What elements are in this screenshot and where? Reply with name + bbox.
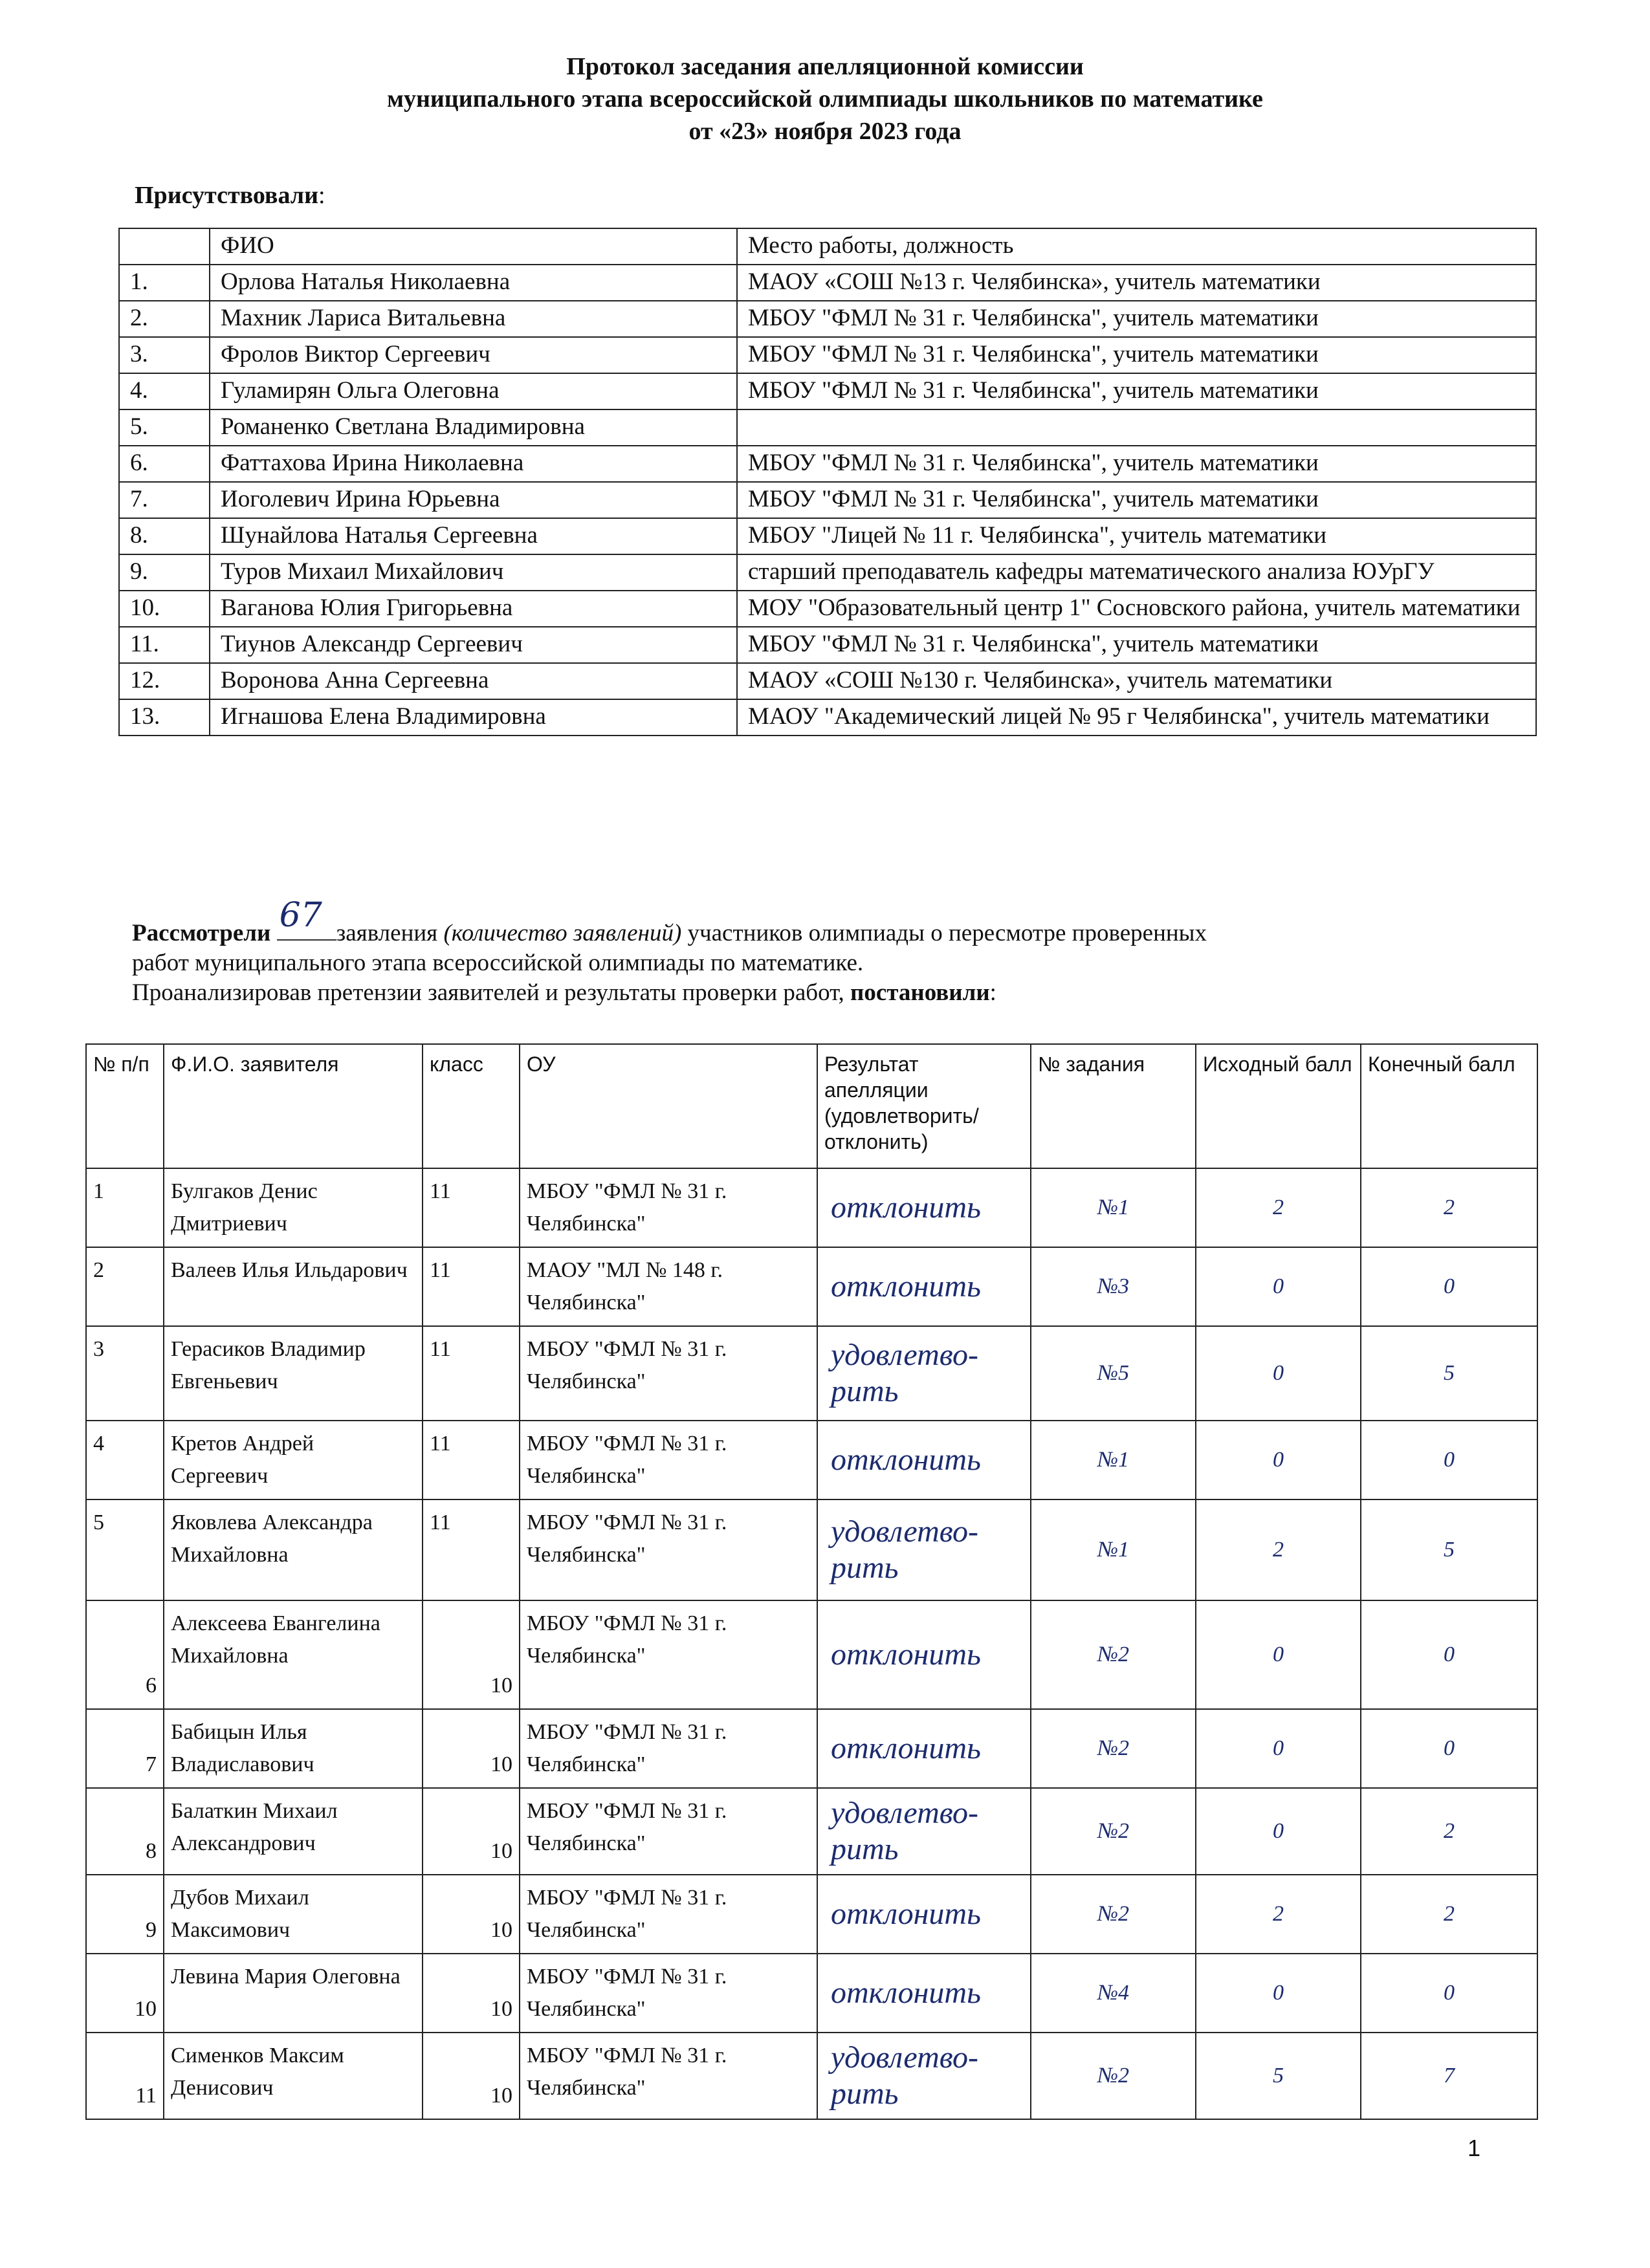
appeal-row (86, 2033, 1537, 2119)
appeal-row (86, 1709, 1537, 1788)
appeal-initial: 2 (1196, 1875, 1361, 1954)
appeal-num: 7 (86, 1709, 164, 1788)
appeal-final: 0 (1361, 1600, 1537, 1709)
appeal-name: Дубов Михаил Максимович (164, 1875, 423, 1954)
member-num: 3. (119, 337, 210, 373)
appeal-name: Бабицын Илья Владиславович (164, 1709, 423, 1788)
member-num: 12. (119, 663, 210, 699)
member-name: Туров Михаил Михайлович (210, 554, 737, 591)
appeal-school: МБОУ "ФМЛ № 31 г. Челябинска" (520, 1954, 817, 2033)
after-count: заявления (336, 920, 438, 946)
appeal-row (86, 1247, 1537, 1326)
appeal-name: Алексеева Евангелина Михайловна (164, 1600, 423, 1709)
appeal-final: 0 (1361, 1709, 1537, 1788)
appeal-task: №1 (1031, 1499, 1196, 1600)
member-work: старший преподаватель кафедры математического анализа ЮУрГУ (737, 554, 1536, 591)
appeal-grade: 10 (423, 1709, 520, 1788)
appeal-row (86, 1326, 1537, 1421)
appeal-school: МАОУ "МЛ № 148 г. Челябинска" (520, 1247, 817, 1326)
appeal-school: МБОУ "ФМЛ № 31 г. Челябинска" (520, 1600, 817, 1709)
appeal-result: отклонить (817, 1600, 1031, 1709)
members-header-name: ФИО (210, 228, 737, 265)
appeal-school: МБОУ "ФМЛ № 31 г. Челябинска" (520, 1499, 817, 1600)
appeal-grade: 10 (423, 1875, 520, 1954)
member-name: Орлова Наталья Николаевна (210, 265, 737, 301)
member-num: 8. (119, 518, 210, 554)
member-name: Гуламирян Ольга Олеговна (210, 373, 737, 409)
appeals-header-cell: Исходный балл (1196, 1044, 1361, 1168)
title-line-1: Протокол заседания апелляционной комиссии (566, 53, 1084, 80)
appeal-grade: 10 (423, 1788, 520, 1875)
appeal-result: отклонить (817, 1875, 1031, 1954)
appeal-school: МБОУ "ФМЛ № 31 г. Челябинска" (520, 1326, 817, 1421)
member-num: 4. (119, 373, 210, 409)
member-row (119, 409, 1536, 446)
member-name: Фролов Виктор Сергеевич (210, 337, 737, 373)
appeals-header-row (86, 1044, 1537, 1168)
appeal-result: удовлетво-рить (817, 1788, 1031, 1875)
appeal-num: 4 (86, 1421, 164, 1499)
member-num: 2. (119, 301, 210, 337)
member-row (119, 554, 1536, 591)
members-header-work: Место работы, должность (737, 228, 1536, 265)
appeal-name: Булгаков Денис Дмитриевич (164, 1168, 423, 1247)
appeal-num: 8 (86, 1788, 164, 1875)
appeal-num: 10 (86, 1954, 164, 2033)
appeals-header-cell: Ф.И.О. заявителя (164, 1044, 423, 1168)
appeal-row (86, 1168, 1537, 1247)
appeal-result: отклонить (817, 1168, 1031, 1247)
appeal-initial: 0 (1196, 1421, 1361, 1499)
appeal-initial: 2 (1196, 1168, 1361, 1247)
member-work: МАОУ «СОШ №13 г. Челябинска», учитель математики (737, 265, 1536, 301)
member-row (119, 337, 1536, 373)
appeal-final: 0 (1361, 1421, 1537, 1499)
appeal-school: МБОУ "ФМЛ № 31 г. Челябинска" (520, 1709, 817, 1788)
appeals-header-cell: класс (423, 1044, 520, 1168)
appeal-final: 5 (1361, 1326, 1537, 1421)
appeal-initial: 0 (1196, 1326, 1361, 1421)
appeal-num: 3 (86, 1326, 164, 1421)
member-name: Воронова Анна Сергеевна (210, 663, 737, 699)
appeal-initial: 5 (1196, 2033, 1361, 2119)
members-header-row (119, 228, 1536, 265)
appeal-task: №2 (1031, 1875, 1196, 1954)
paragraph-line-3: Проанализировав претензии заявителей и результаты проверки работ, (132, 979, 844, 1006)
appeal-num: 1 (86, 1168, 164, 1247)
member-row (119, 301, 1536, 337)
appeals-header-cell: № задания (1031, 1044, 1196, 1168)
title-line-3: от «23» ноября 2023 года (688, 118, 962, 145)
appeal-name: Левина Мария Олеговна (164, 1954, 423, 2033)
member-row (119, 591, 1536, 627)
member-work: МОУ "Образовательный центр 1" Сосновского района, учитель математики (737, 591, 1536, 627)
appeal-result: отклонить (817, 1954, 1031, 2033)
member-num: 5. (119, 409, 210, 446)
member-work: МАОУ «СОШ №130 г. Челябинска», учитель математики (737, 663, 1536, 699)
appeal-initial: 0 (1196, 1709, 1361, 1788)
appeal-final: 0 (1361, 1247, 1537, 1326)
member-name: Шунайлова Наталья Сергеевна (210, 518, 737, 554)
appeal-result: отклонить (817, 1421, 1031, 1499)
appeal-result: удовлетво-рить (817, 1499, 1031, 1600)
title-line-2: муниципального этапа всероссийской олимпиады школьников по математике (387, 85, 1263, 113)
appeal-final: 7 (1361, 2033, 1537, 2119)
present-label: Присутствовали (135, 182, 318, 209)
appeals-table (85, 1043, 1538, 2120)
appeal-grade: 11 (423, 1247, 520, 1326)
member-num: 6. (119, 446, 210, 482)
member-num: 1. (119, 265, 210, 301)
appeals-header-cell: № п/п (86, 1044, 164, 1168)
member-row (119, 663, 1536, 699)
appeal-school: МБОУ "ФМЛ № 31 г. Челябинска" (520, 2033, 817, 2119)
appeals-header-cell: Результат апелляции (удовлетворить/ отклонить) (817, 1044, 1031, 1168)
appeal-name: Балаткин Михаил Александрович (164, 1788, 423, 1875)
appeal-num: 9 (86, 1875, 164, 1954)
member-num: 11. (119, 627, 210, 663)
appeal-task: №2 (1031, 1600, 1196, 1709)
member-row (119, 482, 1536, 518)
member-row (119, 627, 1536, 663)
appeal-num: 2 (86, 1247, 164, 1326)
member-num: 7. (119, 482, 210, 518)
paragraph-line-1-rest: участников олимпиады о пересмотре проверенных (687, 920, 1207, 946)
appeal-grade: 10 (423, 1600, 520, 1709)
count-handwritten: 67 (279, 896, 322, 935)
appeal-initial: 2 (1196, 1499, 1361, 1600)
appeal-task: №2 (1031, 1788, 1196, 1875)
member-work: МБОУ "ФМЛ № 31 г. Челябинска", учитель математики (737, 373, 1536, 409)
member-name: Махник Лариса Витальевна (210, 301, 737, 337)
appeal-task: №5 (1031, 1326, 1196, 1421)
member-row (119, 518, 1536, 554)
member-num: 13. (119, 699, 210, 736)
paragraph-line-2: работ муниципального этапа всероссийской олимпиады по математике. (132, 950, 864, 976)
italic-note: (количество заявлений) (443, 920, 682, 946)
appeal-row (86, 1875, 1537, 1954)
appeal-school: МБОУ "ФМЛ № 31 г. Челябинска" (520, 1875, 817, 1954)
member-work: МБОУ "ФМЛ № 31 г. Челябинска", учитель математики (737, 627, 1536, 663)
appeal-task: №1 (1031, 1168, 1196, 1247)
appeals-header-cell: Конечный балл (1361, 1044, 1537, 1168)
members-header-num (119, 228, 210, 265)
appeal-task: №4 (1031, 1954, 1196, 2033)
members-table (118, 228, 1537, 736)
member-name: Ваганова Юлия Григорьевна (210, 591, 737, 627)
appeal-final: 2 (1361, 1875, 1537, 1954)
appeal-row (86, 1499, 1537, 1600)
document-title (0, 50, 1650, 147)
appeal-final: 0 (1361, 1954, 1537, 2033)
member-row (119, 446, 1536, 482)
appeal-row (86, 1421, 1537, 1499)
appeal-name: Кретов Андрей Сергеевич (164, 1421, 423, 1499)
appeal-initial: 0 (1196, 1788, 1361, 1875)
appeal-task: №2 (1031, 2033, 1196, 2119)
appeal-grade: 11 (423, 1499, 520, 1600)
appeal-num: 6 (86, 1600, 164, 1709)
member-work: МБОУ "ФМЛ № 31 г. Челябинска", учитель математики (737, 337, 1536, 373)
appeal-name: Валеев Илья Ильдарович (164, 1247, 423, 1326)
appeal-school: МБОУ "ФМЛ № 31 г. Челябинска" (520, 1421, 817, 1499)
appeal-final: 2 (1361, 1788, 1537, 1875)
appeal-result: отклонить (817, 1247, 1031, 1326)
decided-colon: : (989, 979, 996, 1006)
appeal-final: 5 (1361, 1499, 1537, 1600)
member-work: МБОУ "ФМЛ № 31 г. Челябинска", учитель математики (737, 482, 1536, 518)
appeal-num: 5 (86, 1499, 164, 1600)
member-work: МБОУ "Лицей № 11 г. Челябинска", учитель математики (737, 518, 1536, 554)
appeal-initial: 0 (1196, 1954, 1361, 2033)
appeal-school: МБОУ "ФМЛ № 31 г. Челябинска" (520, 1168, 817, 1247)
appeal-result: удовлетво-рить (817, 2033, 1031, 2119)
appeals-header-cell: ОУ (520, 1044, 817, 1168)
considered-paragraph (132, 896, 1543, 1008)
appeal-grade: 10 (423, 1954, 520, 2033)
appeal-school: МБОУ "ФМЛ № 31 г. Челябинска" (520, 1788, 817, 1875)
appeal-grade: 11 (423, 1168, 520, 1247)
appeal-result: удовлетво-рить (817, 1326, 1031, 1421)
member-name: Тиунов Александр Сергеевич (210, 627, 737, 663)
appeal-initial: 0 (1196, 1247, 1361, 1326)
appeal-row (86, 1788, 1537, 1875)
appeal-initial: 0 (1196, 1600, 1361, 1709)
member-work (737, 409, 1536, 446)
appeal-result: отклонить (817, 1709, 1031, 1788)
member-num: 9. (119, 554, 210, 591)
member-name: Романенко Светлана Владимировна (210, 409, 737, 446)
appeal-task: №1 (1031, 1421, 1196, 1499)
member-num: 10. (119, 591, 210, 627)
appeal-task: №2 (1031, 1709, 1196, 1788)
member-row (119, 699, 1536, 736)
appeal-name: Яковлева Александра Михайловна (164, 1499, 423, 1600)
appeal-grade: 11 (423, 1326, 520, 1421)
appeal-name: Сименков Максим Денисович (164, 2033, 423, 2119)
member-work: МБОУ "ФМЛ № 31 г. Челябинска", учитель математики (737, 301, 1536, 337)
member-row (119, 265, 1536, 301)
appeal-row (86, 1954, 1537, 2033)
present-heading: Присутствовали: (135, 182, 325, 209)
count-blank (277, 896, 336, 941)
appeal-final: 2 (1361, 1168, 1537, 1247)
appeal-name: Герасиков Владимир Евгеньевич (164, 1326, 423, 1421)
member-name: Игнашова Елена Владимировна (210, 699, 737, 736)
member-work: МАОУ "Академический лицей № 95 г Челябинска", учитель математики (737, 699, 1536, 736)
appeal-num: 11 (86, 2033, 164, 2119)
decided-label: постановили (850, 979, 990, 1006)
member-name: Фаттахова Ирина Николаевна (210, 446, 737, 482)
appeal-grade: 10 (423, 2033, 520, 2119)
member-row (119, 373, 1536, 409)
member-work: МБОУ "ФМЛ № 31 г. Челябинска", учитель математики (737, 446, 1536, 482)
appeal-task: №3 (1031, 1247, 1196, 1326)
page-number: 1 (1468, 2135, 1481, 2161)
member-name: Иоголевич Ирина Юрьевна (210, 482, 737, 518)
appeal-grade: 11 (423, 1421, 520, 1499)
appeal-row (86, 1600, 1537, 1709)
considered-label: Рассмотрели (132, 920, 271, 946)
